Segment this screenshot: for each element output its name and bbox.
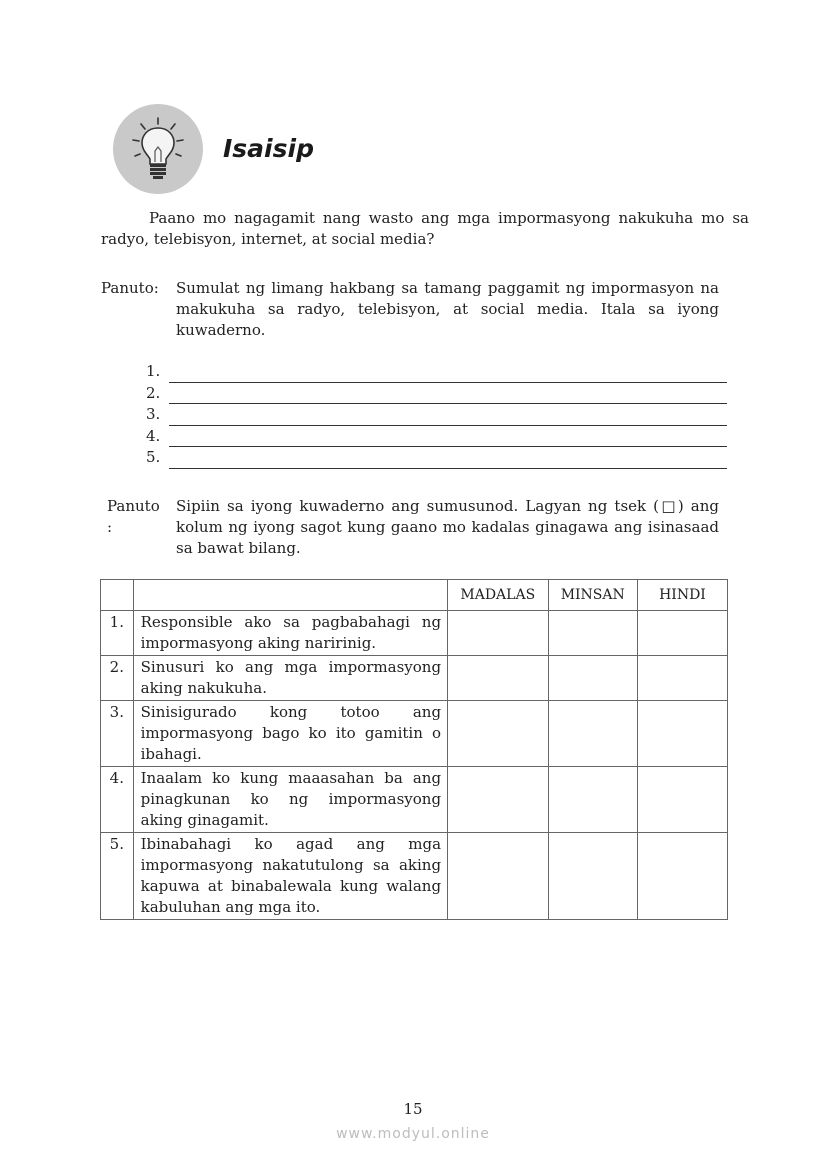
page-number: 15: [403, 1100, 423, 1118]
row-statement: Ibinabahagi ko agad ang mga impormasyong nakatutulong sa aking kapuwa at binabalewala kung walang kabuluhan ang mga ito.: [133, 833, 447, 920]
table-row: [101, 833, 728, 920]
hindi-cell[interactable]: [637, 611, 727, 656]
answer-line[interactable]: [146, 426, 727, 448]
answer-line-number: 1.: [146, 362, 161, 380]
row-number: 3.: [101, 701, 134, 767]
answer-rule: [169, 468, 727, 469]
madalas-cell[interactable]: [448, 656, 548, 701]
hindi-cell[interactable]: [637, 656, 727, 701]
header-number: [101, 580, 134, 611]
row-number: 4.: [101, 767, 134, 833]
hindi-cell[interactable]: [637, 701, 727, 767]
row-statement: Responsible ako sa pagbabahagi ng impormasyong aking naririnig.: [133, 611, 447, 656]
header-minsan: MINSAN: [548, 580, 637, 611]
answer-line[interactable]: [146, 404, 727, 426]
header-madalas: MADALAS: [448, 580, 548, 611]
madalas-cell[interactable]: [448, 833, 548, 920]
header-hindi: HINDI: [637, 580, 727, 611]
minsan-cell[interactable]: [548, 833, 637, 920]
panuto-label: Panuto:: [101, 279, 159, 297]
intro-question: Paano mo nagagamit nang wasto ang mga impormasyong nakukuha mo sa radyo, telebisyon, internet, at social media?: [101, 209, 749, 248]
table-row: [101, 611, 728, 656]
row-statement: Sinusuri ko ang mga impormasyong aking nakukuha.: [133, 656, 447, 701]
hindi-cell[interactable]: [637, 833, 727, 920]
table-row: [101, 767, 728, 833]
row-number: 1.: [101, 611, 134, 656]
hindi-cell[interactable]: [637, 767, 727, 833]
minsan-cell[interactable]: [548, 656, 637, 701]
row-number: 2.: [101, 656, 134, 701]
panuto-text: Sumulat ng limang hakbang sa tamang paggamit ng impormasyon na makukuha sa radyo, telebisyon, at social media. Itala sa iyong kuwaderno.: [176, 279, 719, 339]
answer-line[interactable]: [146, 383, 727, 405]
answer-line-number: 2.: [146, 383, 161, 402]
minsan-cell[interactable]: [548, 767, 637, 833]
table-row: [101, 656, 728, 701]
answer-lines: [146, 361, 727, 469]
minsan-cell[interactable]: [548, 701, 637, 767]
minsan-cell[interactable]: [548, 611, 637, 656]
panuto-text: Sipiin sa iyong kuwaderno ang sumusunod. Lagyan ng tsek (□) ang kolum ng iyong sagot kung gaano mo kadalas ginagawa ang isinasaad sa bawat bilang.: [176, 497, 719, 557]
panuto-label: Panuto :: [107, 497, 160, 536]
madalas-cell[interactable]: [448, 767, 548, 833]
panuto-instruction-2: [101, 496, 727, 559]
answer-line-number: 5.: [146, 448, 161, 466]
answer-line[interactable]: [146, 361, 727, 383]
answer-line[interactable]: [146, 447, 727, 469]
row-statement: Inaalam ko kung maaasahan ba ang pinagkunan ko ng impormasyong aking ginagamit.: [133, 767, 447, 833]
table-row: [101, 701, 728, 767]
row-number: 5.: [101, 833, 134, 920]
madalas-cell[interactable]: [448, 701, 548, 767]
row-statement: Sinisigurado kong totoo ang impormasyong bago ko ito gamitin o ibahagi.: [133, 701, 447, 767]
section-title: Isaisip: [223, 134, 314, 163]
madalas-cell[interactable]: [448, 611, 548, 656]
answer-line-number: 4.: [146, 426, 161, 445]
panuto-instruction-1: [101, 278, 727, 341]
table-header-row: [101, 580, 728, 611]
answer-line-number: 3.: [146, 405, 161, 423]
header-statement: [133, 580, 447, 611]
checklist-table: [100, 579, 728, 920]
lightbulb-icon: [113, 104, 203, 194]
watermark: www.modyul.online: [336, 1126, 490, 1142]
